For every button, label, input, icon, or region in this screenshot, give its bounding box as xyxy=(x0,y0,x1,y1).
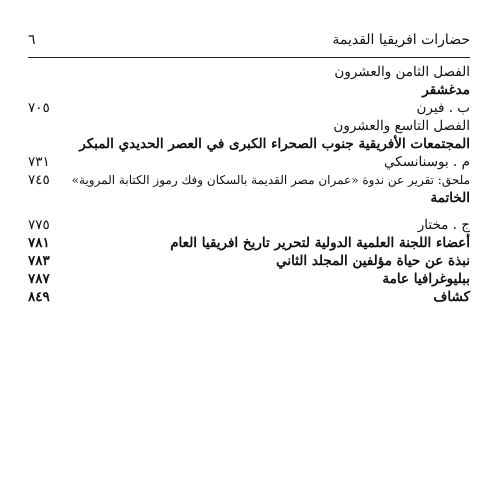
toc-entry xyxy=(28,234,470,252)
toc-entry xyxy=(28,99,470,117)
toc-entry-page: ٧٨١ xyxy=(28,235,50,251)
toc-entry-page: ٧٨٣ xyxy=(28,253,50,269)
toc-entry-title: الخاتمة xyxy=(430,190,470,206)
toc-entry-page: ٧٣١ xyxy=(28,154,50,170)
running-title: حضارات افريقيا القديمة xyxy=(332,32,470,48)
toc-entry xyxy=(28,117,470,135)
toc-entry-page: ٧٧٥ xyxy=(28,217,50,233)
toc-entry-title: ملحق: تقرير عن ندوة «عمران مصر القديمة بالسكان وفك رموز الكتابة المروية» xyxy=(71,173,470,187)
toc-entry-title: أعضاء اللجنة العلمية الدولية لتحرير تاريخ افريقيا العام xyxy=(170,235,470,251)
header-rule xyxy=(28,57,470,58)
toc-entry-title: ب . فيرن xyxy=(416,100,470,116)
toc-entry xyxy=(28,288,470,306)
toc-entry xyxy=(28,216,470,234)
toc-entry xyxy=(28,63,470,81)
page-number: ٦ xyxy=(28,32,36,48)
toc-entry-page: ٨٤٩ xyxy=(28,289,50,305)
toc-entry-page: ٧٠٥ xyxy=(28,100,50,116)
toc-entry-title: نبذة عن حياة مؤلفين المجلد الثاني xyxy=(276,253,470,269)
toc-entry xyxy=(28,171,470,189)
toc-entry xyxy=(28,135,470,153)
toc-entry-title: الفصل الثامن والعشرون xyxy=(334,64,470,80)
toc-entry xyxy=(28,189,470,207)
toc-entry-title: ببليوغرافيا عامة xyxy=(382,271,470,287)
toc-entry-title: الفصل التاسع والعشرون xyxy=(333,118,470,134)
toc-entry xyxy=(28,270,470,288)
toc-entry xyxy=(28,252,470,270)
toc-entry-page: ٧٤٥ xyxy=(28,172,50,188)
toc-entry xyxy=(28,81,470,99)
table-of-contents xyxy=(28,63,470,306)
toc-entry xyxy=(28,153,470,171)
toc-entry-title: مدغشقر xyxy=(422,82,470,98)
running-head xyxy=(28,32,470,54)
toc-entry-title: ج . مختار xyxy=(417,217,470,233)
toc-entry-page: ٧٨٧ xyxy=(28,271,50,287)
toc-entry-title: كشاف xyxy=(433,289,470,305)
toc-entry-title: المجتمعات الأفريقية جنوب الصحراء الكبرى في العصر الحديدي المبكر xyxy=(79,136,470,152)
toc-entry-title: م . بوسنانسكي xyxy=(384,154,470,170)
